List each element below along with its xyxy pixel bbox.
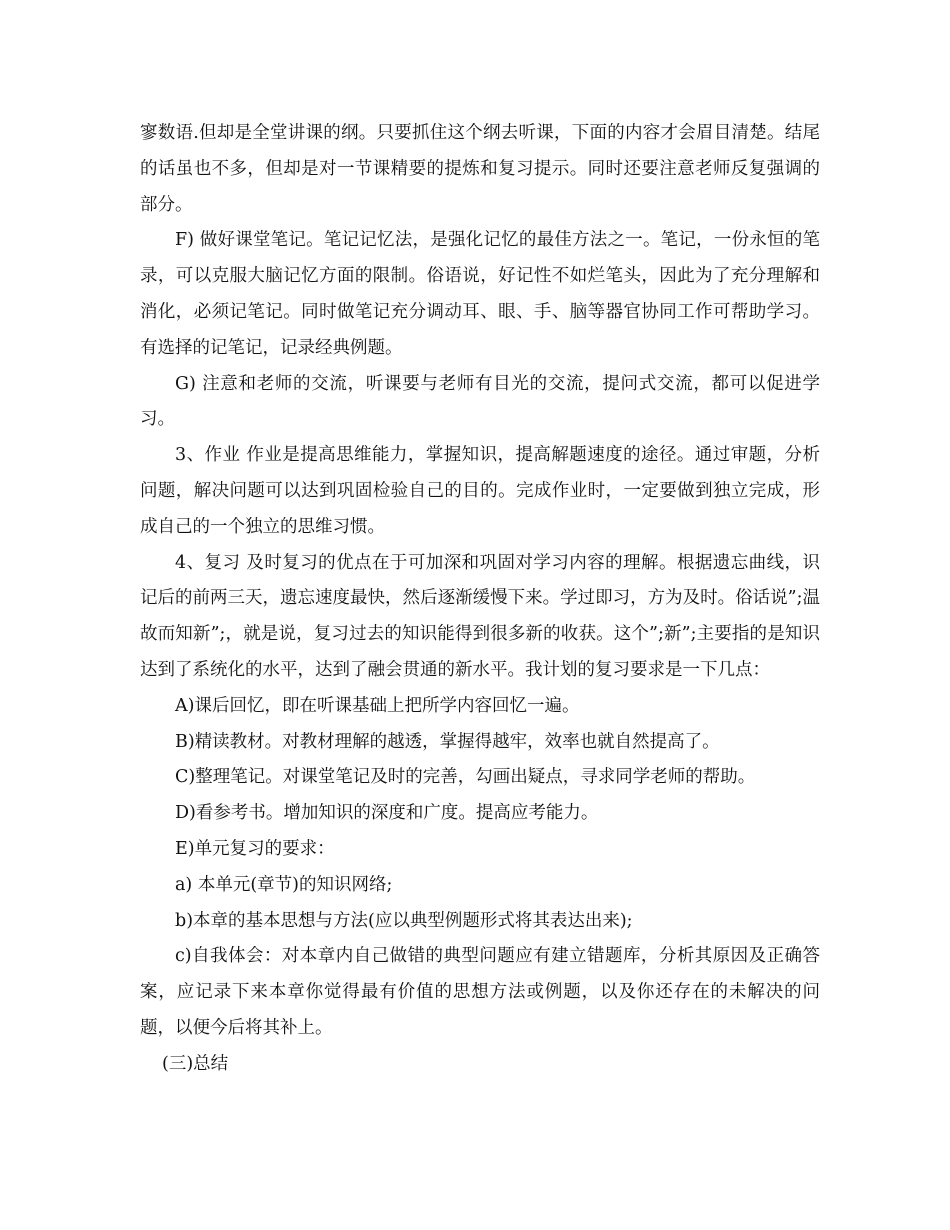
- list-item-e: E)单元复习的要求：: [175, 838, 335, 859]
- list-item-b: B)精读教材。对教材理解的越透，掌握得越牢，效率也就自然提高了。: [175, 731, 720, 752]
- sub-item-b: b)本章的基本思想与方法(应以典型例题形式将其表达出来);: [175, 910, 633, 931]
- paragraph-4-review: 4、复习 及时复习的优点在于可加深和巩固对学习内容的理解。根据遗忘曲线，识记后的前两三天，遗忘速度最快，然后逐渐缓慢下来。学过即习，方为及时。俗话说”;温故而知新”;，就是说，复习过去的知识能得到很多新的收获。这个”;新”;主要指的是知识达到了系统化的水平，达到了融会贯通的新水平。我计划的复习要求是一下几点：: [140, 552, 820, 680]
- paragraph-intro-continuation: 寥数语.但却是全堂讲课的纲。只要抓住这个纲去听课，下面的内容才会眉目清楚。结尾的话虽也不多，但却是对一节课精要的提炼和复习提示。同时还要注意老师反复强调的部分。: [140, 123, 820, 215]
- list-item-c: C)整理笔记。对课堂笔记及时的完善，勾画出疑点，寻求同学老师的帮助。: [175, 767, 756, 788]
- sub-item-c: c)自我体会：对本章内自己做错的典型问题应有建立错题库，分析其原因及正确答案，应记录下来本章你觉得最有价值的思想方法或例题，以及你还存在的未解决的问题，以便今后将其补上。: [140, 946, 820, 1038]
- list-item-a: A)课后回忆，即在听课基础上把所学内容回忆一遍。: [175, 695, 580, 716]
- paragraph-3-homework: 3、作业 作业是提高思维能力，掌握知识，提高解题速度的途径。通过审题，分析问题，解决问题可以达到巩固检验自己的目的。完成作业时，一定要做到独立完成，形成自己的一个独立的思维习惯。: [140, 445, 820, 537]
- list-item-d: D)看参考书。增加知识的深度和广度。提高应考能力。: [175, 803, 599, 824]
- sub-item-a: a) 本单元(章节)的知识网络;: [175, 874, 393, 895]
- paragraph-f-class-notes: F) 做好课堂笔记。笔记记忆法，是强化记忆的最佳方法之一。笔记，一份永恒的笔录，可以克服大脑记忆方面的限制。俗语说，好记性不如烂笔头，因此为了充分理解和消化，必须记笔记。同时做笔记充分调动耳、眼、手、脑等器官协同工作可帮助学习。有选择的记笔记，记录经典例题。: [140, 230, 820, 358]
- section-heading-summary: (三)总结: [162, 1053, 229, 1074]
- paragraph-g-teacher-communication: G) 注意和老师的交流，听课要与老师有目光的交流，提问式交流，都可以促进学习。: [140, 373, 820, 430]
